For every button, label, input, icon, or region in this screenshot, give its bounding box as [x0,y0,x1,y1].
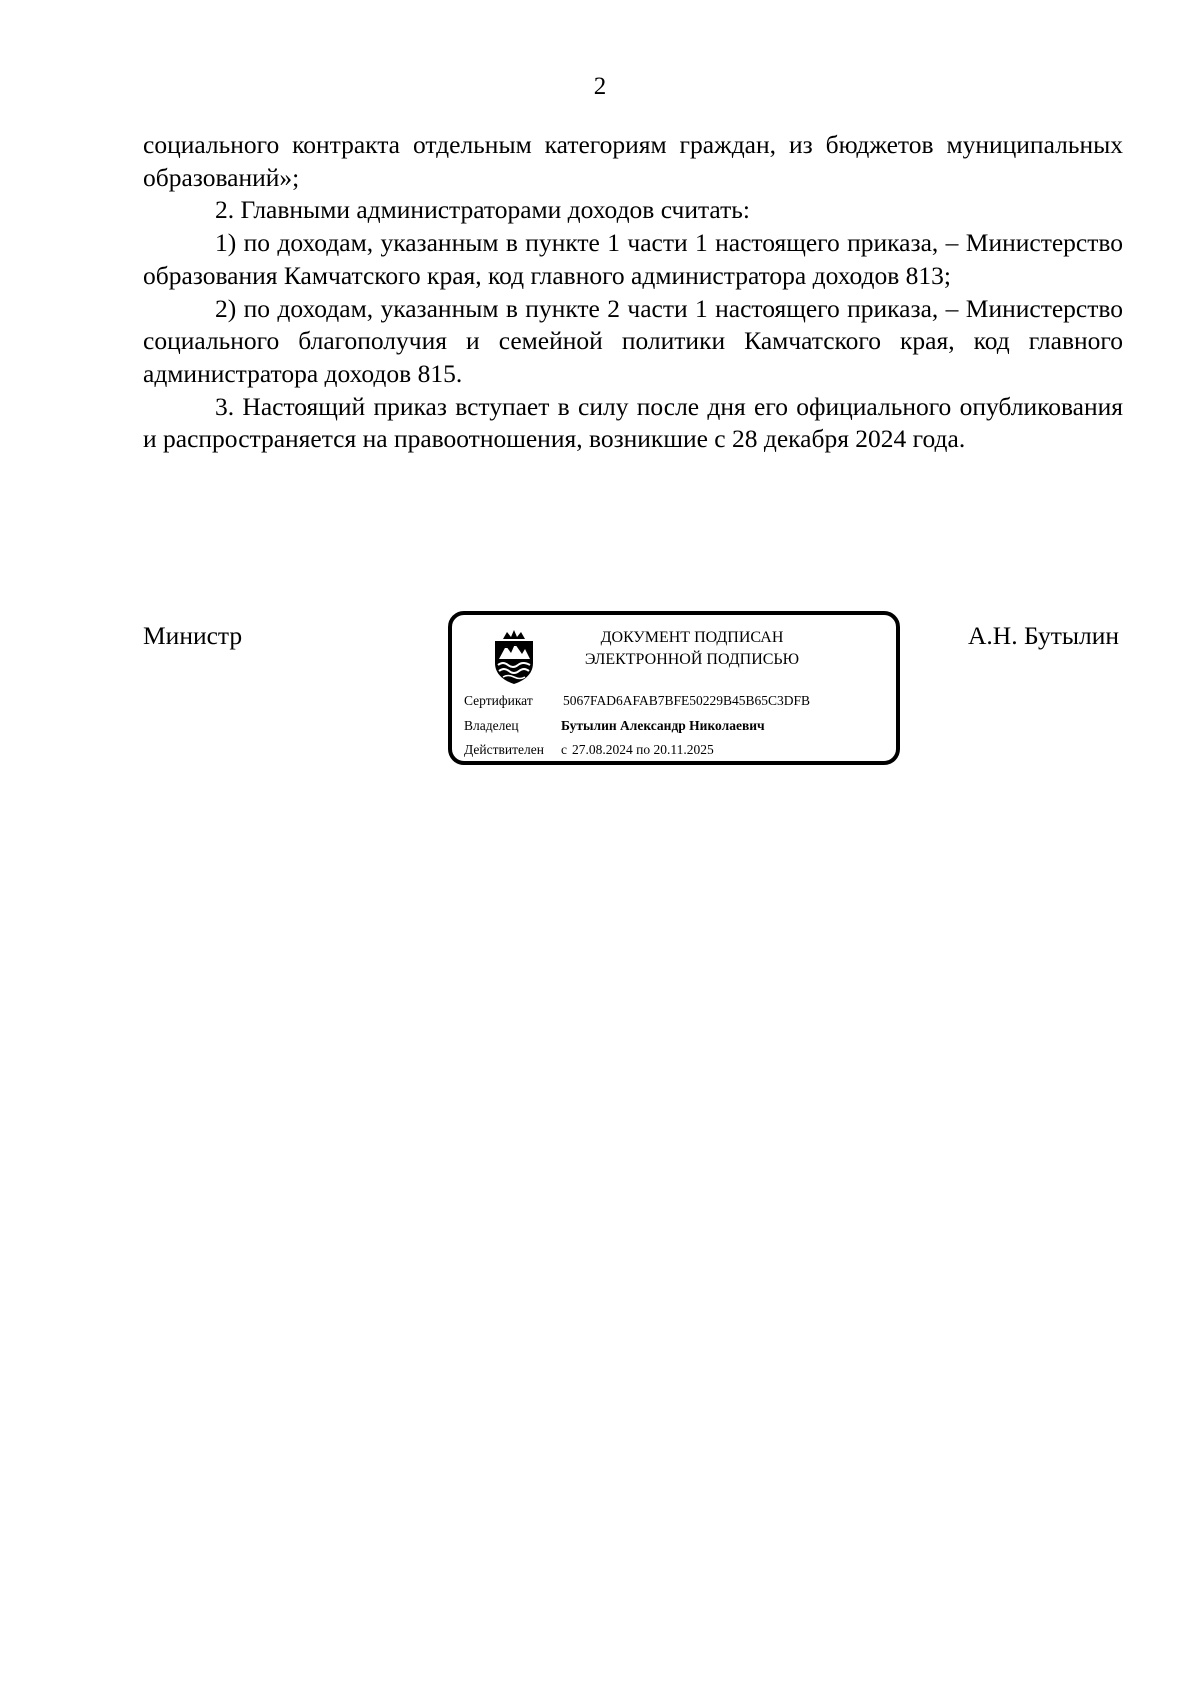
valid-from-word: с [561,742,567,757]
electronic-signature-stamp [448,611,900,765]
owner-row [464,717,765,735]
paragraph-subitem-2: 2) по доходам, указанным в пункте 2 части 1 настоящего приказа, – Министерство социального благополучия и семейной политики Камчатского края, код главного администратора доходов 815. [143,293,1123,388]
certificate-label: Сертификат [464,693,533,708]
page-number: 2 [593,73,607,100]
document-body [143,129,1123,456]
stamp-heading-line-2: ЭЛЕКТРОННОЙ ПОДПИСЬЮ [584,651,800,668]
validity-label: Действителен [464,742,544,757]
owner-value: Бутылин Александр Николаевич [561,718,765,733]
signer-name: А.Н. Бутылин [968,621,1120,650]
valid-to-word: по [636,742,651,757]
paragraph-continuation: социального контракта отдельным категориям граждан, из бюджетов муниципальных образований»; [143,130,1123,192]
kamchatka-coat-of-arms-icon [489,629,539,685]
signer-position: Министр [143,621,243,650]
paragraph-item-3: 3. Настоящий приказ вступает в силу после дня его официального опубликования и распространяется на правоотношения, возникшие с 28 декабря 2024 года. [143,391,1123,454]
certificate-value: 5067FAD6AFAB7BFE50229B45B65C3DFB [563,693,811,708]
signature-block [0,610,1200,780]
stamp-heading-line-1: ДОКУМЕНТ ПОДПИСАН [600,629,784,646]
certificate-row [464,692,810,710]
owner-label: Владелец [464,718,519,733]
paragraph-item-2: 2. Главными администраторами доходов считать: [215,195,750,225]
valid-to-date: 20.11.2025 [653,742,714,757]
validity-row [464,741,714,759]
paragraph-subitem-1: 1) по доходам, указанным в пункте 1 части 1 настоящего приказа, – Министерство образования Камчатского края, код главного администратора доходов 813; [143,228,1123,290]
stamp-heading [562,627,822,671]
valid-from-date: 27.08.2024 [572,742,633,757]
